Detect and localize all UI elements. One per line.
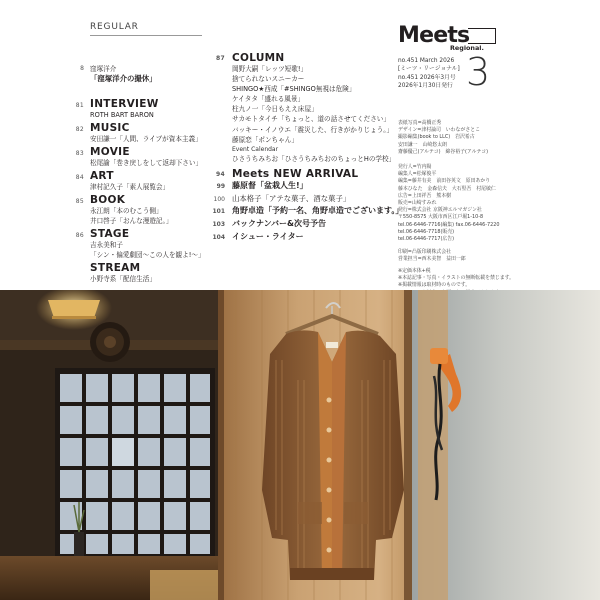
row-text: 山本格子「アテな菓子、酒な菓子」 [232, 194, 351, 204]
item-text: 安田謙一「人間、ライブが資本主義」 [90, 135, 202, 143]
category-label: INTERVIEW [90, 98, 159, 110]
credit-line: 安田謙一 山崎悠太朗 [398, 141, 447, 148]
row-text: イシュー・ライター [232, 231, 304, 241]
contents-row [232, 104, 392, 114]
row-text: バックナンバー&次号予告 [232, 218, 327, 228]
page-number: 101 [212, 208, 225, 216]
contents-row [232, 94, 392, 104]
credit-line: 発行=株式会社 京阪神エルマガジン社 [398, 207, 482, 214]
regular-section [75, 98, 218, 120]
page-number: 86 [75, 232, 84, 239]
issue-line: 2026年1月30日発行 [398, 83, 453, 90]
credit-line: tel.06-6446-7718(販売) [398, 228, 455, 235]
issue-line: no.451 2026年3月号 [398, 74, 456, 81]
section-item [90, 250, 218, 260]
row-text: ケイタタ「盛れる風景」 [232, 95, 305, 104]
issue-block [398, 50, 498, 106]
cover-photo-cardigan-on-wall [0, 290, 600, 600]
contents-row [212, 205, 404, 218]
page-number: 8 [80, 65, 84, 72]
row-text: バッキー・イノウエ「震災した、行きがかりじょう。」 [232, 125, 394, 134]
regular-section [75, 146, 218, 168]
section-item [90, 110, 218, 120]
page-number: 103 [212, 220, 225, 228]
row-text: SHINGO★西成「#SHINGO無視は危険」 [232, 85, 356, 94]
credit-line: ※定価本体+税 [398, 268, 431, 274]
section-item [90, 216, 218, 226]
credit-line: 齋藤優己(アルテコ) 綿谷裕子(アルテコ) [398, 148, 488, 155]
section-category [75, 194, 218, 206]
row-text: 藤原恋「ポンちゃん」 [232, 135, 298, 144]
page-number: 81 [75, 102, 84, 109]
section-category [75, 146, 218, 158]
category-label: ART [90, 170, 114, 182]
page-number: 82 [75, 126, 84, 133]
credits-publisher [398, 164, 510, 243]
item-text: 窪塚洋介 [90, 65, 117, 73]
credit-line: 発行人=竹内陽 [398, 164, 432, 170]
credit-line: 〒550-8575 大阪市西区江戸堀1-10-8 [398, 214, 484, 221]
section-category [90, 262, 218, 274]
credit-line: 撮影編集(book to LLC) 岩沢希古 [398, 134, 475, 141]
regular-section [90, 262, 218, 284]
credit-line: ※掲載情報は取材時のものです。 [398, 282, 471, 289]
page-number: 104 [212, 233, 225, 241]
section-category [75, 98, 218, 110]
credit-line: 印刷=凸版印刷株式会社 [398, 249, 452, 255]
page-number: 94 [216, 171, 225, 179]
regular-section [75, 170, 218, 192]
page-number: 85 [75, 198, 84, 205]
credit-line: 編集=藤井有美 前田谷英文 原田あかり [398, 178, 491, 185]
contents-row [216, 52, 392, 64]
section-item [90, 240, 218, 250]
section-category [75, 170, 218, 182]
column-list [212, 52, 404, 244]
section-item [90, 158, 218, 168]
contents-row [232, 135, 392, 145]
category-label: MOVIE [90, 146, 130, 158]
regular-heading: REGULAR [90, 22, 202, 36]
page-number: 99 [216, 183, 225, 191]
logo-word: Meets [398, 23, 470, 48]
contents-row [232, 145, 392, 155]
category-label: STAGE [90, 228, 130, 240]
item-text: 永江朗「本のむこう側」 [90, 207, 163, 215]
item-text: 「シン・偏愛劇団〜この人を観よ!〜」 [90, 251, 205, 260]
regular-section [80, 64, 218, 84]
contents-row [216, 180, 392, 193]
item-text: 松尾諭「巻き戻しをして返却下さい」 [90, 159, 203, 167]
item-text: 小野寺系「配信生活」 [90, 275, 156, 283]
contents-row [232, 74, 392, 84]
credit-line: 編集人=松塚俊平 [398, 171, 437, 178]
row-text: Meets NEW ARRIVAL [232, 168, 359, 181]
item-text: 井口啓子「おんな漫遊記。」 [90, 217, 173, 226]
credit-line: tel.06-6446-7717(広告) [398, 236, 455, 243]
credit-line: tel.06-6446-7716(編集) fax.06-6446-7220 [398, 221, 500, 228]
page-number: 100 [213, 196, 225, 204]
section-item [90, 182, 218, 192]
section-category [75, 228, 218, 240]
regular-section [75, 228, 218, 260]
credit-line: ※本誌記事・写真・イラストの無断転載を禁じます。 [398, 275, 515, 282]
logo-subtitle: Regional. [450, 44, 484, 52]
credits-printer [398, 249, 510, 263]
row-text: 藤原督「盆栽人生!」 [232, 181, 308, 191]
item-text: 吉永美和子 [90, 241, 123, 249]
regular-section [75, 194, 218, 226]
row-text: 捨てられないスニーカー [232, 75, 305, 84]
section-item [80, 64, 218, 74]
category-label: BOOK [90, 194, 126, 206]
contents-row [212, 231, 392, 244]
item-text: ROTH BART BARON [90, 111, 154, 119]
regular-column [75, 22, 208, 283]
row-text: COLUMN [232, 52, 285, 64]
issue-line: [ミーツ・リージョナル] [398, 66, 460, 73]
category-label: MUSIC [90, 122, 130, 134]
item-text: 「窪塚洋介の撮休」 [90, 74, 157, 84]
section-item [90, 134, 218, 144]
credit-line: デザイン=津村論司 いわながさとこ [398, 127, 481, 134]
contents-row [232, 114, 392, 124]
logo-box-mark [468, 28, 496, 44]
row-text: 角野卓造「予約一名、角野卓造でございます。」 [232, 206, 404, 216]
contents-row [212, 218, 392, 231]
row-text: 柱九ノ一「今日もええ床屋」 [232, 105, 318, 114]
item-text: 津村記久子「素人展覧会」 [90, 183, 170, 191]
regular-section [75, 122, 218, 144]
masthead [398, 23, 515, 289]
contents-row [213, 193, 392, 205]
section-item [90, 274, 218, 284]
credit-line: 広告=上田祥吾 熊本樹 [398, 192, 452, 199]
page-number: 87 [216, 55, 225, 62]
credits-staff [398, 120, 510, 156]
credit-line: 販売=山崎すみれ [398, 200, 437, 207]
row-text: Event Calendar [232, 145, 279, 153]
section-item [90, 74, 218, 84]
row-text: サカモトタイチ「ちょっと、道の話させてください」 [232, 115, 390, 124]
credit-line: 藤本ひなた 金森信夫 大石堅吾 村尾敏仁 [398, 185, 496, 192]
section-category [75, 122, 218, 134]
section-item [90, 206, 218, 216]
category-label: STREAM [90, 262, 141, 274]
contents-row [232, 84, 392, 94]
row-text: 岡野大嗣「レッツ短歌!」 [232, 65, 308, 73]
credit-line: 表紙写真=高橋正秀 [398, 120, 442, 126]
contents-row [232, 154, 396, 164]
row-text: ひさうちみちお「ひさうちみちおのちょっとHの学校」 [232, 155, 396, 164]
issue-number: 3 [466, 50, 491, 94]
pendant-lamp [48, 300, 100, 318]
contents-row [232, 64, 392, 74]
credit-line: 営業担当=西木美智 益田一郎 [398, 256, 466, 263]
contents-row [232, 125, 392, 135]
page-number: 84 [75, 174, 84, 181]
page-number: 83 [75, 150, 84, 157]
issue-line: no.451 March 2026 [398, 58, 455, 64]
contents-row [216, 168, 392, 181]
